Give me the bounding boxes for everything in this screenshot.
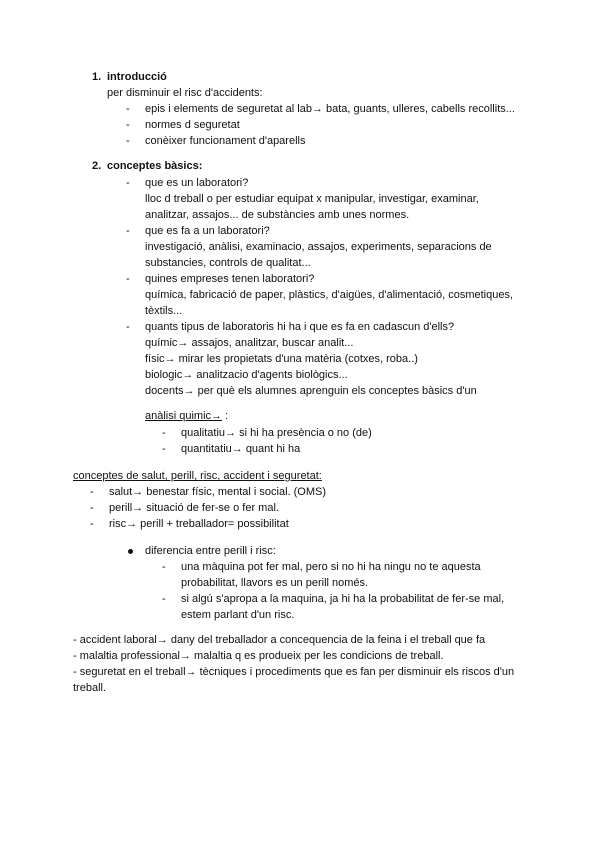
answer-line: lloc d treball o per estudiar equipat x manipular, investigar, examinar, xyxy=(145,193,479,205)
answer-line: investigació, anàlisi, examinacio, assajos, experiments, separacions de xyxy=(145,241,492,253)
definition-line: - accident laboral→ dany del treballador a concequencia de la feina i el treball que fa xyxy=(73,634,486,646)
question-line: quines empreses tenen laboratori? xyxy=(145,273,315,285)
list-item: si algú s'apropa a la maquina, ja hi ha la probabilitat de fer-se mal, xyxy=(181,593,505,605)
dash-marker: - xyxy=(162,427,166,439)
list-item: una màquina pot fer mal, pero si no hi ha ningu no te aquesta xyxy=(181,561,481,573)
section-1-number: 1. xyxy=(92,71,102,83)
question-line: que es fa a un laboratori? xyxy=(145,225,270,237)
dash-marker: - xyxy=(126,225,130,237)
section-1-title: introducció xyxy=(107,71,167,83)
answer-line: físic→ mirar les propietats d'una matèria (cotxes, roba..) xyxy=(145,353,418,365)
list-item: perill→ situació de fer-se o fer mal. xyxy=(109,502,279,514)
salut-heading: conceptes de salut, perill, risc, accident i seguretat: xyxy=(73,470,322,482)
analisi-colon: : xyxy=(222,410,229,422)
question-line: quants tipus de laboratoris hi ha i que es fa en cadascun d'ells? xyxy=(145,321,455,333)
answer-line: química, fabricació de paper, plàstics, d'aigües, d'alimentació, cosmetiques, xyxy=(145,289,514,301)
definition-line: treball. xyxy=(73,682,107,694)
answer-line: docents→ per què els alumnes aprenguin els conceptes bàsics d'un xyxy=(145,385,477,397)
list-item-continuation: estem parlant d'un risc. xyxy=(181,609,295,621)
answer-line: biologic→ analitzacio d'agents biològics... xyxy=(145,369,348,381)
section-2-number: 2. xyxy=(92,160,102,172)
dash-marker: - xyxy=(162,593,166,605)
list-item: risc→ perill + treballador= possibilitat xyxy=(109,518,289,530)
section-1-subtitle: per disminuir el risc d'accidents: xyxy=(107,87,263,99)
list-item: salut→ benestar físic, mental i social. (OMS) xyxy=(109,486,327,498)
definition-line: - malaltia professional→ malaltia q es produeix per les condicions de treball. xyxy=(73,650,444,662)
dash-marker: - xyxy=(126,321,130,333)
dash-marker: - xyxy=(126,103,130,115)
analisi-title: anàlisi quimic→ xyxy=(145,410,223,422)
analisi-heading xyxy=(145,410,228,423)
answer-line: substancies, controls de qualitat... xyxy=(145,257,311,269)
answer-line: analitzar, assajos... de substàncies amb unes normes. xyxy=(145,209,410,221)
list-item: qualitatiu→ si hi ha presència o no (de) xyxy=(181,427,372,439)
dash-marker: - xyxy=(126,177,130,189)
list-item: normes d seguretat xyxy=(145,119,240,131)
definition-line: - seguretat en el treball→ tècniques i procediments que es fan per disminuir els riscos d'un xyxy=(73,666,515,678)
dash-marker: - xyxy=(90,518,94,530)
answer-line: químic→ assajos, analitzar, buscar analit... xyxy=(145,337,354,349)
dash-marker: - xyxy=(162,443,166,455)
list-item-continuation: probabilitat, llavors es un perill només. xyxy=(181,577,369,589)
question-line: que es un laboratori? xyxy=(145,177,249,189)
dash-marker: - xyxy=(90,486,94,498)
dash-marker: - xyxy=(162,561,166,573)
answer-line: tèxtils... xyxy=(145,305,183,317)
list-item: quantitatiu→ quant hi ha xyxy=(181,443,301,455)
list-item: conèixer funcionament d'aparells xyxy=(145,135,306,147)
list-item: epis i elements de seguretat al lab→ bata, guants, ulleres, cabells recollits... xyxy=(145,103,515,115)
section-2-title: conceptes bàsics: xyxy=(107,160,203,172)
dash-marker: - xyxy=(90,502,94,514)
dash-marker: - xyxy=(126,273,130,285)
bullet-dot xyxy=(128,549,133,554)
dash-marker: - xyxy=(126,135,130,147)
bullet-title: diferencia entre perill i risc: xyxy=(145,545,276,557)
dash-marker: - xyxy=(126,119,130,131)
